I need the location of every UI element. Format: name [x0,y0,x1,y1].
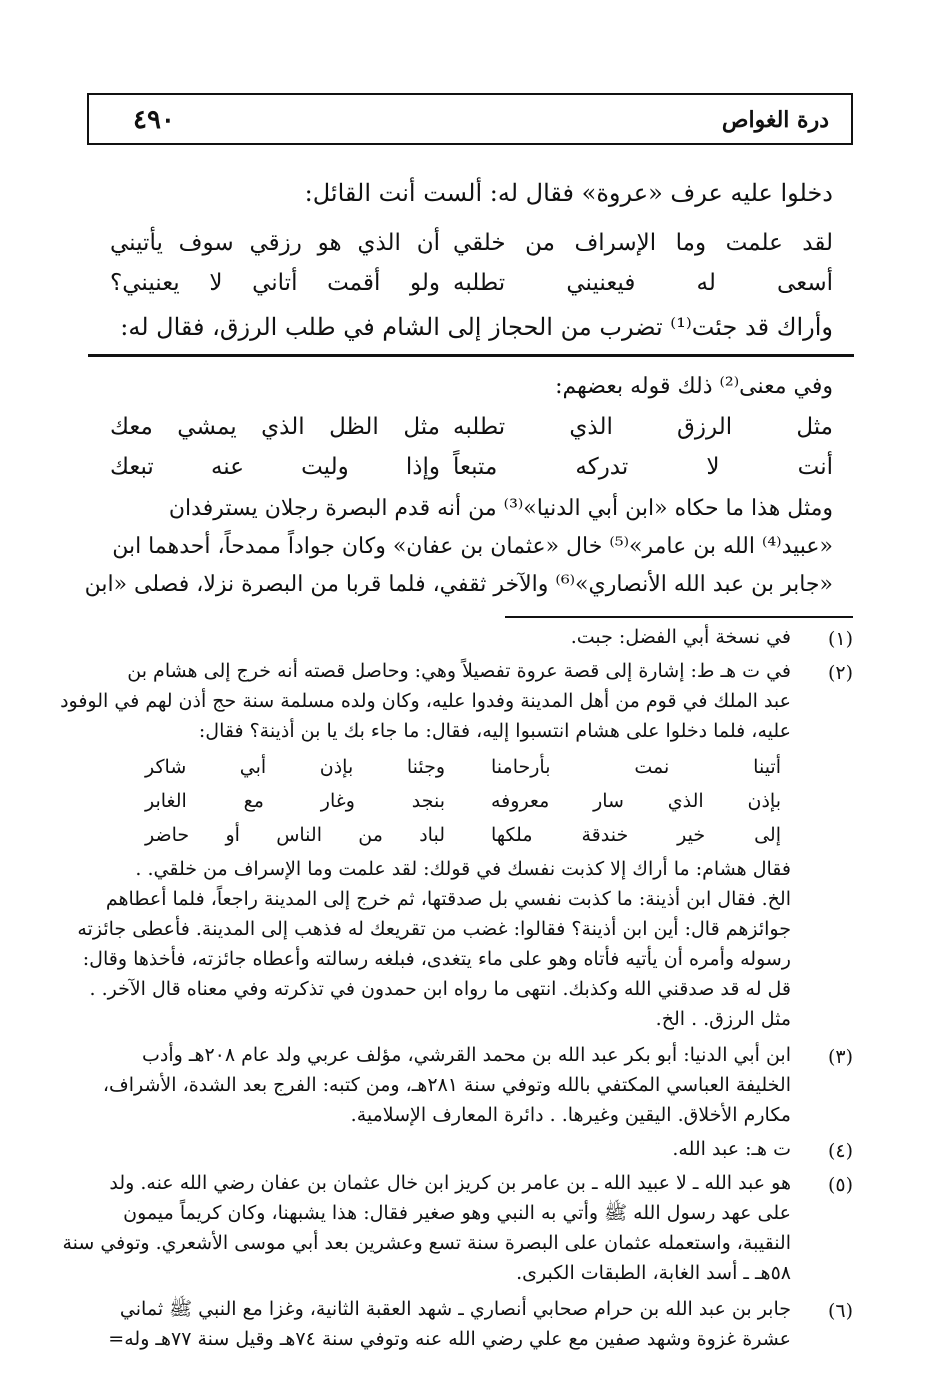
verse-row [110,454,833,490]
footnote-line: هو عبد الله ـ لا عبيد الله ـ بن عامر بن كريز ابن خال عثمان بن عفان رضي الله عنه. ولد [109,1172,791,1194]
footnote-number: (٢) [827,662,853,684]
verse-hemistich-left: مثل الظل الذي يمشي معك [110,414,440,440]
footnote-line: النقيبة، واستعمله عثمان على البصرة سنة تسع وعشرين بعد أبي موسى الأشعري. وتوفي سنة [62,1232,791,1254]
verse-row [110,230,833,266]
body-line: ومثل هذا ما حكاه «ابن أبي الدنيا»⁽³⁾ من أنه قدم البصرة رجلان يسترفدان [168,496,833,521]
footnote-line: قل له قد صدقني الله وكذبك. انتهى ما رواه ابن حمدون في تذكرته وفي معناه قال الآخر. . [89,978,791,1000]
footnote-divider [505,616,853,618]
verse-hemistich-right: أسعى له فيعنيني تطلبه [453,270,833,296]
verse-hemistich-right: أتينا نمت بأرحامنا [491,756,781,778]
footnote-line: فقال هشام: ما أراك إلا كذبت نفسك في قولك: لقد علمت وما الإسراف من خلقي. . [135,858,791,880]
footnote-line: عبد الملك في قوم من أهل المدينة وفدوا عليه، وكان ولده مسلمة سنة حج أذن لهم في الوفود [60,690,791,712]
footnote-line: ٥٨هـ ـ أسد الغابة، الطبقات الكبرى. [516,1262,791,1284]
verse-row [110,414,833,450]
footnote-number: (١) [827,628,853,650]
verse-hemistich-left: أن الذي هو رزقي سوف يأتيني [110,230,440,256]
page-header [87,93,853,145]
verse-hemistich-left: لباد من الناس أو حاضر [145,824,445,846]
footnote-line: عشرة غزوة وشهد صفين مع علي رضي الله عنه وتوفي سنة ٧٤هـ وقيل سنة ٧٧هـ وله= [108,1328,791,1350]
footnote-line: الخ. فقال ابن أذينة: ما كذبت نفسي بل صدقتها، ثم خرج إلى المدينة راجعاً، فلما أعطاهم [105,888,791,910]
footnote-number: (٤) [827,1140,853,1162]
footnote-number: (٦) [827,1300,853,1322]
verse-hemistich-left: وإذا وليت عنه تبعك [110,454,440,480]
footnote-number: (٥) [827,1174,853,1196]
footnote-line: جوائزهم قال: أين ابن أذينة؟ فقالوا: غضب من تقريعك له فذهب إلى المدينة. فأعطى جائزته [77,918,791,940]
verse-hemistich-right: مثل الرزق الذي تطلبه [453,414,833,440]
footnote-text: في نسخة أبي الفضل: جبت. [570,626,791,648]
page-number: ٤٩٠ [133,105,175,135]
footnote-line: على عهد رسول الله ﷺ وأتي به النبي وهو صغير فقال: هذا يشبهنا، وكان كريماً ميمون [123,1202,791,1224]
verse-hemistich-right: بإذن الذي سار معروفه [491,790,781,812]
verse-hemistich-right: أنت لا تدركه متبعاً [453,454,833,480]
footnote-verse-row [145,756,781,786]
verse-hemistich-right: إلى خير خندقة ملكها [491,824,781,846]
footnote-line: الخليفة العباسي المكتفي بالله وتوفي سنة ٢٨١هـ، ومن كتبه: الفرج بعد الشدة، الأشراف، [102,1074,791,1096]
footnote-line: ابن أبي الدنيا: أبو بكر عبد الله بن محمد القرشي، مؤلف عربي ولد عام ٢٠٨هـ وأدب [142,1044,791,1066]
verse-hemistich-right: لقد علمت وما الإسراف من خلقي [453,230,833,256]
running-title: درة الغواص [721,107,829,133]
verse-hemistich-left: ولو أقمت أتاني لا يعنيني؟ [110,270,440,296]
footnote-line: مثل الرزق. . الخ. [655,1008,791,1030]
footnote-line: جابر بن عبد الله بن حرام صحابي أنصاري ـ شهد العقبة الثانية، وغزا مع النبي ﷺ ثماني [119,1298,791,1320]
verse-hemistich-left: وجئنا بإذن أبي شاكر [145,756,445,778]
footnote-number: (٣) [827,1046,853,1068]
body-line: «جابر بن عبد الله الأنصاري»⁽⁶⁾ والآخر ثقفي، فلما قربا من البصرة نزلا، فصلى «ابن [84,572,833,597]
body-line: وأراك قد جئت⁽¹⁾ تضرب من الحجاز إلى الشام في طلب الرزق، فقال له: [120,313,833,341]
section-divider [88,354,854,357]
footnote-line: عليه، فلما دخلوا على هشام انتسبوا إليه، فقال: ما جاء بك يا بن أذينة؟ فقال: [198,720,791,742]
footnote-line: في ت هـ ط: إشارة إلى قصة عروة تفصيلاً وهي: وحاصل قصته أنه خرج إلى هشام بن [127,660,791,682]
footnote-verse-row [145,790,781,820]
body-line: وفي معنى⁽²⁾ ذلك قوله بعضهم: [555,374,833,399]
footnote-verse-row [145,824,781,854]
body-line: «عبيد⁽⁴⁾ الله بن عامر»⁽⁵⁾ خال «عثمان بن عفان» وكان جواداً ممدحاً، أحدهما ابن [112,534,833,559]
intro-line: دخلوا عليه عرف «عروة» فقال له: ألست أنت القائل: [304,179,833,207]
verse-row [110,270,833,306]
verse-hemistich-left: بنجد وغار مع الغابر [145,790,445,812]
footnote-line: مكارم الأخلاق. اليقين وغيرها. . دائرة المعارف الإسلامية. [350,1104,791,1126]
footnote-text: ت هـ: عبد الله. [672,1138,791,1160]
footnote-line: رسوله وأمره أن يأتيه فأتاه وهو على ماء يتغدى، فبلغه رسالته وأعطاه جائزته، فأخذها وقال: [82,948,791,970]
